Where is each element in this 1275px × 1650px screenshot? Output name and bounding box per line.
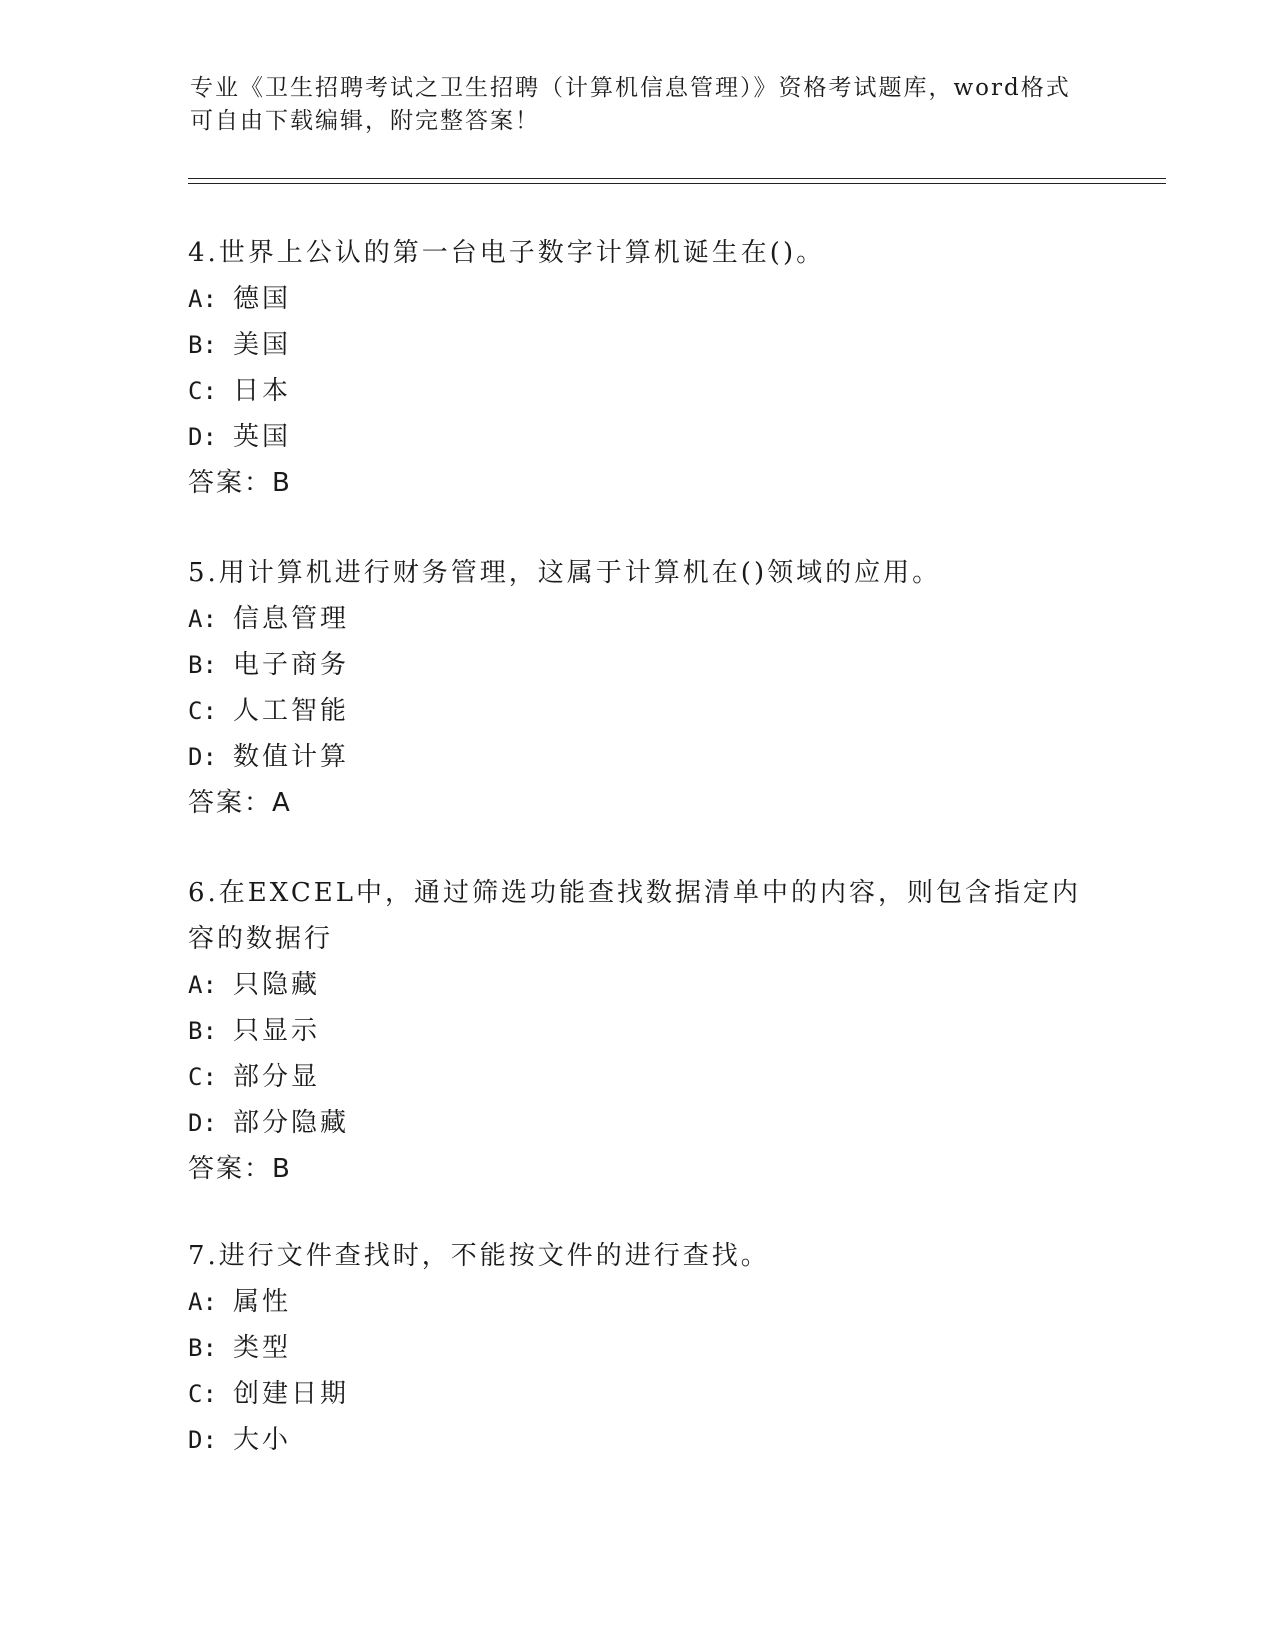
answer-label: 答案：B [188,1154,292,1184]
option-letter: C: [188,377,217,405]
option-text: 电子商务 [233,650,350,680]
option-letter: A: [188,605,217,633]
option-text: 部分隐藏 [233,1108,350,1138]
option-letter: D: [188,423,217,451]
option-a [188,1279,1088,1325]
option-text: 创建日期 [233,1379,350,1409]
question-text [188,550,1088,596]
option-letter: C: [188,697,217,725]
option-d [188,1417,1088,1463]
question-text-line: 5.用计算机进行财务管理，这属于计算机在()领域的应用。 [188,558,942,588]
option-a [188,276,1088,322]
answer-label: 答案：A [188,788,292,818]
option-text: 类型 [233,1333,292,1363]
option-letter: B: [188,651,217,679]
option-letter: D: [188,1109,217,1137]
option-letter: A: [188,285,217,313]
option-c [188,1371,1088,1417]
option-letter: B: [188,1017,217,1045]
option-letter: C: [188,1380,217,1408]
document-header [190,72,1090,138]
header-line-2: 可自由下载编辑，附完整答案！ [190,108,540,134]
option-c [188,688,1088,734]
option-text: 德国 [233,284,292,314]
option-b [188,322,1088,368]
question-text [188,870,1088,962]
option-text: 英国 [233,422,292,452]
option-text: 属性 [233,1287,292,1317]
option-d [188,1100,1088,1146]
option-b [188,642,1088,688]
option-text: 信息管理 [233,604,350,634]
question-6 [188,870,1088,1192]
option-text: 美国 [233,330,292,360]
option-letter: D: [188,743,217,771]
option-d [188,734,1088,780]
option-letter: D: [188,1426,217,1454]
option-a [188,962,1088,1008]
option-text: 人工智能 [233,696,350,726]
option-d [188,414,1088,460]
question-7 [188,1233,1088,1463]
question-text-line: 4.世界上公认的第一台电子数字计算机诞生在()。 [188,238,826,268]
option-text: 只显示 [233,1016,321,1046]
option-text: 数值计算 [233,742,350,772]
question-text-line: 7.进行文件查找时，不能按文件的进行查找。 [188,1241,770,1271]
option-b [188,1325,1088,1371]
option-letter: A: [188,1288,217,1316]
question-text-line: 容的数据行 [188,924,334,954]
question-text [188,1233,1088,1279]
header-line-1: 专业《卫生招聘考试之卫生招聘（计算机信息管理）》资格考试题库，word格式 [190,75,1071,101]
header-divider-top [188,178,1166,179]
option-text: 大小 [233,1425,292,1455]
option-c [188,368,1088,414]
option-c [188,1054,1088,1100]
option-text: 只隐藏 [233,970,321,1000]
question-text [188,230,1088,276]
question-text-line: 6.在EXCEL中，通过筛选功能查找数据清单中的内容，则包含指定内 [188,878,1081,908]
option-text: 日本 [233,376,292,406]
option-letter: B: [188,331,217,359]
option-b [188,1008,1088,1054]
question-5 [188,550,1088,826]
option-letter: A: [188,971,217,999]
header-divider-bottom [188,183,1166,184]
question-4 [188,230,1088,506]
option-text: 部分显 [233,1062,321,1092]
option-letter: B: [188,1334,217,1362]
option-a [188,596,1088,642]
option-letter: C: [188,1063,217,1091]
answer-label: 答案：B [188,468,292,498]
